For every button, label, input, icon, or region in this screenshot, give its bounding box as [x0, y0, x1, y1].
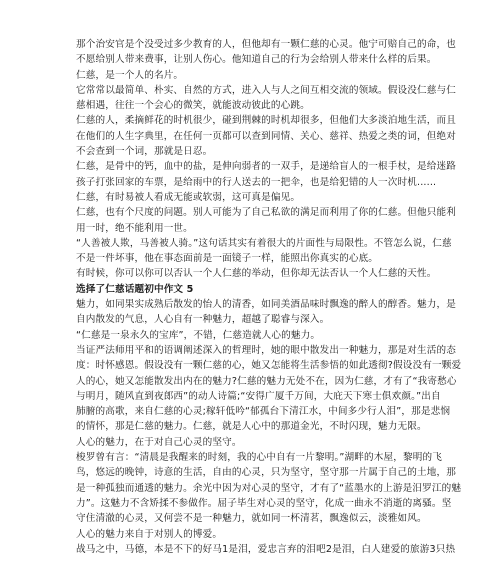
- text-line: 用一时，绝不能利用一世。: [76, 222, 193, 234]
- text-line: 度：时怀感恩。假设没有一颗仁慈的心，她又怎能将生活参悟的如此透彻?假设没有一颗爱: [76, 360, 462, 372]
- text-line: 自内散发的气息，人心自有一种魅力，超越了聪睿与深入。: [76, 314, 330, 326]
- text-line: 战马之中，马德，本是不下的好马1是泪，爱忠言弃的泪吧2是泪，白人建爱的旅游3只热: [76, 543, 456, 555]
- text-line: 仁慈的人，柔摘鲜花的时机很少，碰到荆棘的时机却很多，但他们大多淡泊地生活，而且: [76, 115, 457, 127]
- text-line: 在他们的人生字典里，在任何一页都可以查到同情、关心、慈祥、热爱之类的词，但绝对: [76, 130, 457, 142]
- text-line: 人心的魅力，在于对自己心灵的坚守。: [76, 436, 242, 448]
- text-line: 不会查到一个词，那就是日忍。: [76, 146, 213, 158]
- text-line: 孩子打张回家的车票，是给雨中的行人送去的一把伞，也是给犯错的人一次时机......: [76, 176, 437, 188]
- text-line: 它常常以最简单、朴实、自然的方式，进入人与人之间互相交流的领域。假设没仁慈与仁: [76, 84, 457, 96]
- text-line: 肺腑的高歌，来自仁慈的心灵;稼轩低吟“郁孤台下清江水，中间多少行人泪”，那是悲悯: [76, 406, 451, 418]
- text-line: 魅力，如同果实成熟后散发的怡人的清香，如同美酒品味时飘逸的醉人的醇香。魅力，是: [76, 299, 457, 311]
- text-line: 人心的魅力来自于对别人的博爱。: [76, 528, 223, 540]
- section-heading: 选择了仁慈话题初中作文 5: [76, 283, 194, 295]
- text-line: 是一种孤独而通透的魅力。余光中因为对心灵的坚守，才有了“蓝墨水的上游是汨罗江的魅: [76, 482, 462, 494]
- text-line: 鸟，悠远的晚钟，诗意的生活，自由的心灵，只为坚守，坚守那一片属于自己的土地，那: [76, 467, 457, 479]
- text-line: 仁慈，是一个人的名片。: [76, 69, 184, 81]
- text-line: 力”。这魅力不含矫揉不参做作。屈子毕生对心灵的坚守，化成一曲永不消逝的离骚。坚: [76, 497, 452, 509]
- text-line: “人善被人欺，马善被人骑。”这句话其实有着很大的片面性与局限性。不管怎么说，仁慈: [76, 237, 452, 249]
- text-line: “仁慈是一泉永久的宝库”，不错，仁慈造就人心的魅力。: [76, 329, 321, 341]
- document-body: [76, 37, 473, 557]
- text-line: 当证严法师用平和的语调阐述深入的哲理时，她的眼中散发出一种魅力，那是对生活的态: [76, 344, 457, 356]
- text-line: 与明月，随风直到夜郎西”的动人诗篇;“安得广厦千万间，大庇天下寒士俱欢颜。”出自: [76, 390, 441, 402]
- text-line: 不愿给别人带来费事，让别人伤心。他知道自己的行为会给别人带来什么样的后果。: [76, 54, 437, 66]
- text-line: 慈相遇，往往一个会心的微笑，就能波动彼此的心跳。: [76, 100, 310, 112]
- text-line: 梭罗曾有言：“清晨是我醒来的时刻，我的心中自有一片黎明。”湖畔的木屋，黎明的飞: [76, 452, 442, 464]
- text-line: 守住清澈的心灵，又何尝不是一种魅力，就如同一杯清茗，飘逸似云，淡雅如风。: [76, 513, 427, 525]
- text-line: 的情怀，那是仁慈的魅力。仁慈，就是人心中的那道金光，不时闪现，魅力无限。: [76, 421, 427, 433]
- text-line: 人的心，她又怎能散发出内在的魅力?仁慈的魅力无处不在，因为仁慈，才有了“我寄愁心: [76, 375, 457, 387]
- text-line: 仁慈，也有个尺度的问题。别人可能为了自己私欲的满足而利用了你的仁慈。但他只能利: [76, 207, 457, 219]
- text-line: 那个治安官是个没受过多少教育的人，但他却有一颗仁慈的心灵。他宁可赔自己的命，也: [76, 39, 457, 50]
- text-line: 有时候，你可以你可以否认一个人仁慈的举动，但你却无法否认一个人仁慈的天性。: [76, 268, 437, 280]
- text-line: 仁慈，是骨中的钙，血中的盐，是伸向弱者的一双手，是递给盲人的一根手杖，是给迷路: [76, 161, 457, 173]
- text-line: 仁慈，有时易被人看成无能或软弱，这可真是偏见。: [76, 191, 301, 203]
- text-line: 不是一件坏事，他在事态面前是一面镜子一样，能照出你真实的心底。: [76, 253, 379, 265]
